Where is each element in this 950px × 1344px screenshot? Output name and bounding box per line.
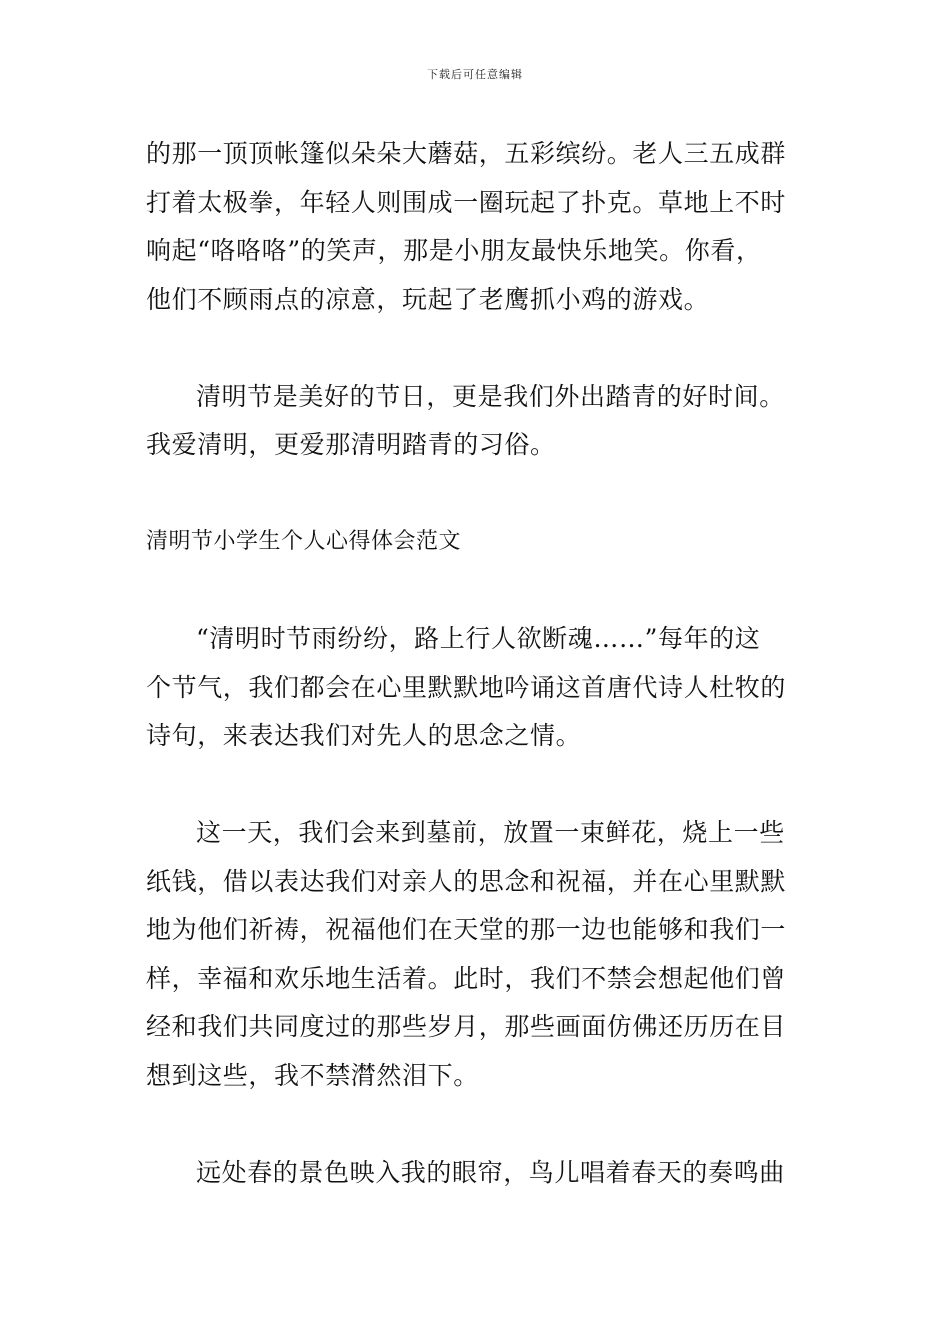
document-body: [146, 130, 806, 1197]
paragraph-line: 他们不顾雨点的凉意，玩起了老鹰抓小鸡的游戏。: [146, 284, 710, 314]
paragraph-4: [146, 809, 806, 1100]
paragraph-line: 纸钱，借以表达我们对亲人的思念和祝福，并在心里默默: [146, 866, 787, 896]
paragraph-line: 个节气，我们都会在心里默默地吟诵这首唐代诗人杜牧的: [146, 672, 787, 702]
paragraph-line: 清明节是美好的节日，更是我们外出踏青的好时间。: [196, 381, 785, 411]
paragraph-gap: [146, 324, 806, 373]
paragraph-line: 想到这些，我不禁潸然泪下。: [146, 1060, 479, 1090]
paragraph-line: 响起“咯咯咯”的笑声，那是小朋友最快乐地笑。你看，: [146, 236, 762, 265]
paragraph-line: 的那一顶顶帐篷似朵朵大蘑菇，五彩缤纷。老人三五成群: [146, 139, 787, 168]
header-note: 下载后可任意编辑: [427, 68, 523, 81]
paragraph-line: 诗句，来表达我们对先人的思念之情。: [146, 721, 582, 750]
paragraph-5: [146, 1149, 806, 1198]
paragraph-line: 我爱清明，更爱那清明踏青的习俗。: [146, 430, 556, 459]
paragraph-line: “清明时节雨纷纷，路上行人欲断魂……”每年的这: [196, 624, 761, 653]
paragraph-line: 打着太极拳，年轻人则围成一圈玩起了扑克。草地上不时: [146, 187, 787, 217]
paragraph-line: 这一天，我们会来到墓前，放置一束鲜花，烧上一些: [196, 818, 785, 847]
paragraph-2: [146, 373, 806, 470]
paragraph-gap: [146, 567, 806, 616]
section-title: 清明节小学生个人心得体会范文: [146, 529, 462, 554]
paragraph-gap: [146, 761, 806, 810]
paragraph-line: 样，幸福和欢乐地生活着。此时，我们不禁会想起他们曾: [146, 963, 787, 993]
paragraph-line: 远处春的景色映入我的眼帘，鸟儿唱着春天的奏鸣曲: [196, 1157, 785, 1187]
paragraph-line: 经和我们共同度过的那些岁月，那些画面仿佛还历历在目: [146, 1012, 787, 1041]
paragraph-gap: [146, 1100, 806, 1149]
paragraph-line: 地为他们祈祷，祝福他们在天堂的那一边也能够和我们一: [146, 915, 787, 944]
paragraph-gap: [146, 470, 806, 519]
paragraph-3: [146, 615, 806, 761]
paragraph-1: [146, 130, 806, 324]
